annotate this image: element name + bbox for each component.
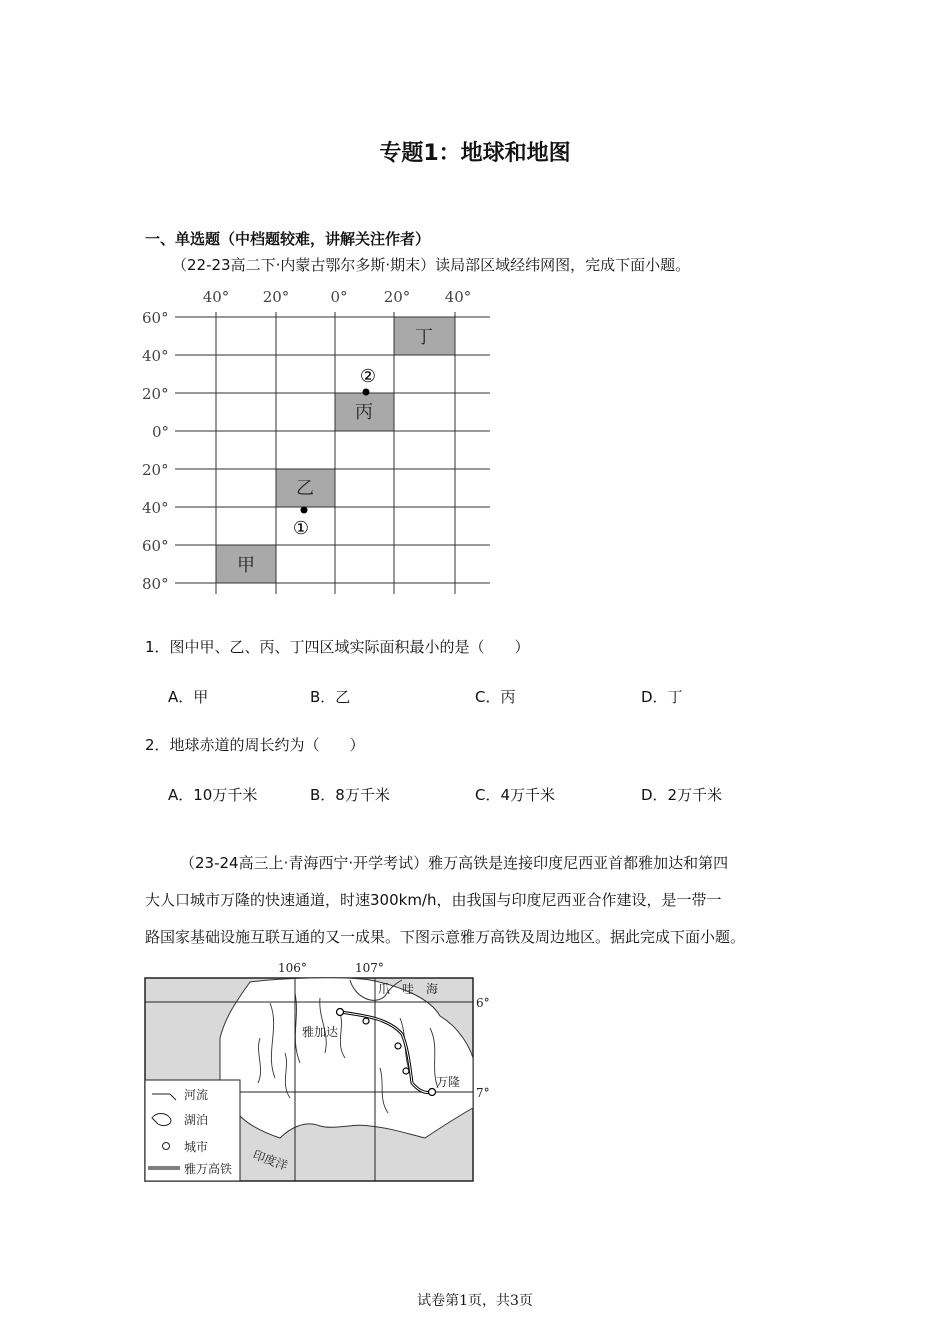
q1-option-b[interactable]: B．乙 xyxy=(310,688,351,706)
left-label-1: 60° xyxy=(142,309,169,327)
page-footer: 试卷第1页，共3页 xyxy=(417,1293,533,1309)
region-bing-label: 丙 xyxy=(355,402,373,423)
top-label-4: 20° xyxy=(383,288,411,306)
region-ding-label: 丁 xyxy=(415,327,433,348)
q2-option-a[interactable]: A．10万千米 xyxy=(168,786,258,804)
q1-option-c[interactable]: C．丙 xyxy=(475,688,516,706)
java-rail-map xyxy=(140,958,500,1186)
point-2-label: ② xyxy=(359,366,377,387)
top-label-5: 40° xyxy=(444,288,472,306)
section-note: （中档题较难，讲解关注作者） xyxy=(220,230,431,248)
question-2-stem: 2．地球赤道的周长约为（ ） xyxy=(145,736,365,754)
city-dot-3 xyxy=(395,1043,401,1049)
lat-label-7: 7° xyxy=(476,1086,490,1100)
question-1-stem: 1．图中甲、乙、丙、丁四区域实际面积最小的是（ ） xyxy=(145,638,530,656)
city-bandung-dot xyxy=(429,1089,436,1096)
lon-label-106: 106° xyxy=(278,961,307,975)
group2-line-1: （23-24高三上·青海西宁·开学考试）雅万高铁是连接印度尼西亚首都雅加达和第四 xyxy=(180,854,729,872)
lat-label-6: 6° xyxy=(476,996,490,1010)
left-label-7: 60° xyxy=(142,537,169,555)
legend-river: 河流 xyxy=(184,1088,209,1102)
q2-option-c[interactable]: C．4万千米 xyxy=(475,786,556,804)
lat-lon-grid-map xyxy=(140,282,500,602)
group2-line-3: 路国家基础设施互联互通的又一成果。下图示意雅万高铁及周边地区。据此完成下面小题。 xyxy=(145,928,746,946)
left-label-8: 80° xyxy=(142,575,169,593)
q1-option-d[interactable]: D．丁 xyxy=(641,688,683,706)
q2-option-d[interactable]: D．2万千米 xyxy=(641,786,723,804)
left-label-4: 0° xyxy=(152,423,170,441)
section-heading-text: 一、单选题 xyxy=(145,230,221,248)
left-label-3: 20° xyxy=(142,385,169,403)
legend-city: 城市 xyxy=(184,1140,209,1154)
city-bandung-label: 万隆 xyxy=(436,1075,461,1089)
top-label-1: 40° xyxy=(202,288,230,306)
legend-lake: 湖泊 xyxy=(184,1113,209,1127)
section-heading xyxy=(145,228,430,249)
top-label-2: 20° xyxy=(262,288,290,306)
point-1-label: ① xyxy=(292,518,310,539)
point-1-dot xyxy=(301,507,308,514)
city-jakarta-label: 雅加达 xyxy=(302,1025,339,1039)
group1-intro: （22-23高二下·内蒙古鄂尔多斯·期末）读局部区域经纬网图，完成下面小题。 xyxy=(172,256,691,274)
page-title: 专题1：地球和地图 xyxy=(379,141,571,166)
top-label-3: 0° xyxy=(330,288,348,306)
city-jakarta-dot xyxy=(337,1009,344,1016)
ocean-label: 印度洋 xyxy=(250,1147,290,1174)
left-label-6: 40° xyxy=(142,499,169,517)
left-label-5: 20° xyxy=(142,461,169,479)
sea-label: 爪 哇 海 xyxy=(378,982,439,996)
left-label-2: 40° xyxy=(142,347,169,365)
point-2-dot xyxy=(363,389,370,396)
legend-railway: 雅万高铁 xyxy=(184,1162,233,1176)
lon-label-107: 107° xyxy=(355,961,384,975)
region-jia-label: 甲 xyxy=(237,555,255,576)
group2-paragraph xyxy=(145,845,815,956)
city-dot-4 xyxy=(403,1068,409,1074)
city-dot-2 xyxy=(363,1018,369,1024)
region-yi-label: 乙 xyxy=(296,478,314,499)
q2-option-b[interactable]: B．8万千米 xyxy=(310,786,390,804)
q1-option-a[interactable]: A．甲 xyxy=(168,688,209,706)
map-legend xyxy=(145,1080,240,1181)
group2-line-2: 大人口城市万隆的快速通道，时速300km/h，由我国与印度尼西亚合作建设，是一带一 xyxy=(145,891,722,909)
